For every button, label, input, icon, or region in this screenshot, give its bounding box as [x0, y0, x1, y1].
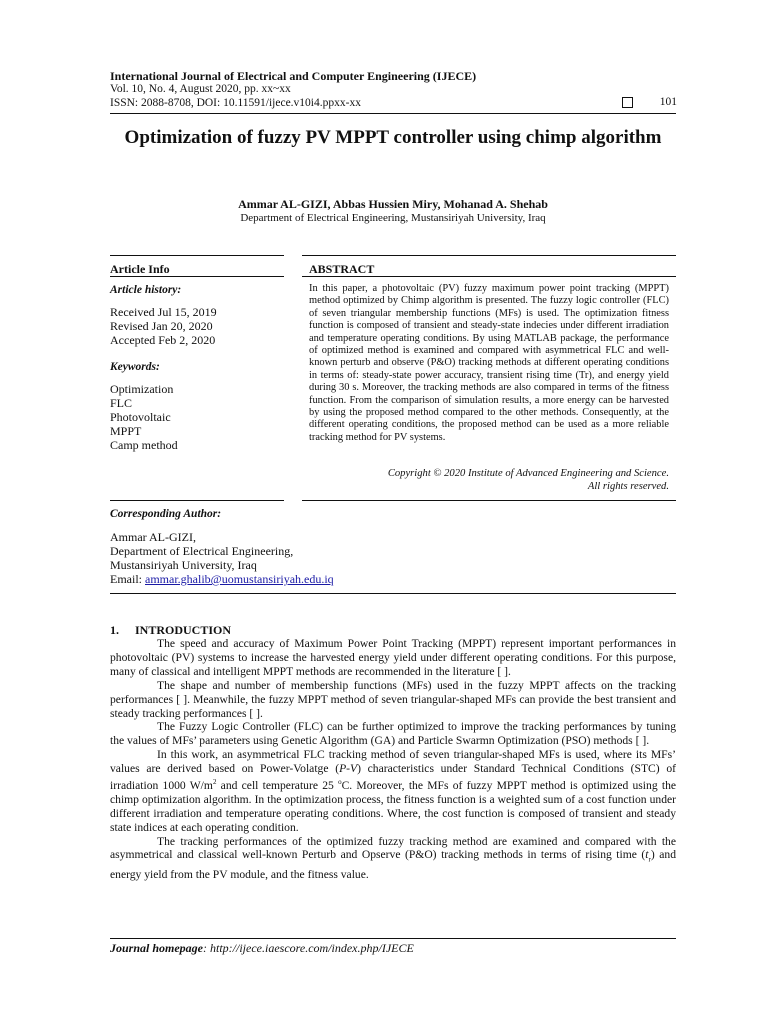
journal-homepage — [110, 941, 414, 956]
copyright-line-1: Copyright © 2020 Institute of Advanced Engineering and Science. — [387, 468, 669, 479]
rise-time-symbol: t — [645, 848, 649, 862]
corresponding-email-line — [110, 572, 334, 586]
section-title: INTRODUCTION — [135, 623, 232, 637]
affiliation: Department of Electrical Engineering, Mustansiriyah University, Iraq — [240, 212, 546, 224]
history-accepted: Accepted Feb 2, 2020 — [110, 333, 216, 347]
homepage-label: Journal homepage — [110, 941, 204, 955]
introduction-body — [110, 637, 676, 882]
article-info-heading: Article Info — [110, 262, 170, 276]
info-bottom-rule — [110, 500, 284, 501]
email-label: Email: — [110, 572, 145, 586]
abstract-head-rule — [302, 276, 676, 277]
corresponding-univ: Mustansiriyah University, Iraq — [110, 558, 257, 572]
footer-rule — [110, 938, 676, 939]
email-link[interactable]: ammar.ghalib@uomustansiriyah.edu.iq — [145, 572, 334, 586]
volume-info: Vol. 10, No. 4, August 2020, pp. xx~xx — [110, 83, 291, 95]
degree-superscript: o — [338, 778, 342, 787]
square-bullet-icon — [622, 97, 633, 108]
keyword-item: Camp method — [110, 438, 178, 452]
paper-title: Optimization of fuzzy PV MPPT controller using chimp algorithm — [124, 127, 662, 148]
header-rule — [110, 113, 676, 114]
superscript-2: 2 — [212, 778, 217, 787]
page-number: 101 — [659, 96, 677, 108]
abstract-top-rule — [302, 255, 676, 256]
corresponding-name: Ammar AL-GIZI, — [110, 530, 196, 544]
keyword-item: MPPT — [110, 424, 142, 438]
paragraph-3: The Fuzzy Logic Controller (FLC) can be further optimized to improve the tracking performances by tuning the values of MFs’ parameters using Genetic Algorithm (GA) and Particle Swarmn Optimization (PSO) methods [ ]. — [110, 720, 676, 748]
info-top-rule — [110, 255, 284, 256]
section-number: 1. — [110, 623, 119, 637]
issn-doi: ISSN: 2088-8708, DOI: 10.11591/ijece.v10i4.ppxx-xx — [110, 97, 361, 109]
keyword-item: Photovoltaic — [110, 410, 171, 424]
corresponding-rule — [110, 593, 676, 594]
authors: Ammar AL-GIZI, Abbas Hussien Miry, Mohanad A. Shehab — [238, 197, 548, 211]
section-heading — [110, 623, 231, 638]
history-received: Received Jul 15, 2019 — [110, 305, 217, 319]
journal-name: International Journal of Electrical and Computer Engineering (IJECE) — [110, 69, 477, 83]
pv-italic: P-V — [339, 762, 358, 776]
keywords-list — [110, 382, 178, 452]
corresponding-dept: Department of Electrical Engineering, — [110, 544, 294, 558]
history-revised: Revised Jan 20, 2020 — [110, 319, 213, 333]
keywords-label: Keywords: — [110, 361, 160, 373]
keyword-item: Optimization — [110, 382, 174, 396]
rise-time-subscript: r — [648, 855, 651, 864]
info-head-rule — [110, 276, 284, 277]
paragraph-1: The speed and accuracy of Maximum Power Point Tracking (MPPT) represent important performances in photovoltaic (PV) systems to increase the harvested energy yield under different operating conditions. For this purpose, many of classical and intelligent MPPT methods are recommended in the literature [ ]. — [110, 637, 676, 678]
copyright — [388, 467, 669, 493]
history-list — [110, 305, 217, 347]
corresponding-details — [110, 530, 334, 586]
corresponding-label: Corresponding Author: — [110, 508, 222, 520]
abstract-heading: ABSTRACT — [309, 262, 375, 276]
copyright-line-2: All rights reserved. — [587, 481, 669, 492]
homepage-url[interactable]: : http://ijece.iaescore.com/index.php/IJECE — [203, 941, 414, 955]
paragraph-2: The shape and number of membership functions (MFs) used in the fuzzy MPPT affects on the tracking performances [ ]. Meanwhile, the fuzzy MPPT method of seven triangular-shaped MFs can provide the best transient and steady tracking performances [ ]. — [110, 678, 676, 720]
paragraph-5: The tracking performances of the optimized fuzzy tracking method are examined and compared with the asymmetrical and classical well-known Perturb and Opserve (P&O) tracking methods in terms of rising time $(t_r)$ and energy yield from the PV module, and the fitness value. — [110, 834, 676, 881]
paragraph-4: In this work, an asymmetrical FLC tracking method of seven triangular-shaped MFs is used, where its MFs’ values are derived based on Power-Volatge (P-V) characteristics under Standard Technical Conditions (STC) of irradiation 1000 $W/m^2$ and cell temperature 25 $^o$C. Moreover, the MFs of fuzzy MPPT method is optimized using the chimp optimization algorithm. In the optimization process, the fitness function is a weighted sum of a cost function under different irradiation and temperature operating conditions. Where, the cost function is composed of transient and steady state indices at each operating condition. — [110, 748, 677, 834]
keyword-item: FLC — [110, 396, 133, 410]
history-label: Article history: — [110, 284, 182, 296]
abstract-text: In this paper, a photovoltaic (PV) fuzzy maximum power point tracking (MPPT) method optimized by Chimp algorithm is presented. The fuzzy logic controller (FLC) of seven triangular membership functions (MFs) is used. The optimization fitness function is composed of transient and steady-state indecies under different irradiation and temperature operating conditions. By using MATLAB package, the performance of optimized method is examined and compared with asymmetrical FLC and well-known perturb and observe (P&O) tracking methods at different operating conditions in terms of: steady-state power accuracy, transient rising time (Tr), and energy yield during 30 s. Moreover, the tracking methods are also compared in terms of the fitness function. From the comparison of simulation results, a more energy can be harvested by using the proposed method compared to the other methods. Consequently, at the different operating conditions, the proposed method can be used as a more reliable tracking method for PV systems. — [309, 283, 669, 443]
abstract-bottom-rule — [302, 500, 676, 501]
